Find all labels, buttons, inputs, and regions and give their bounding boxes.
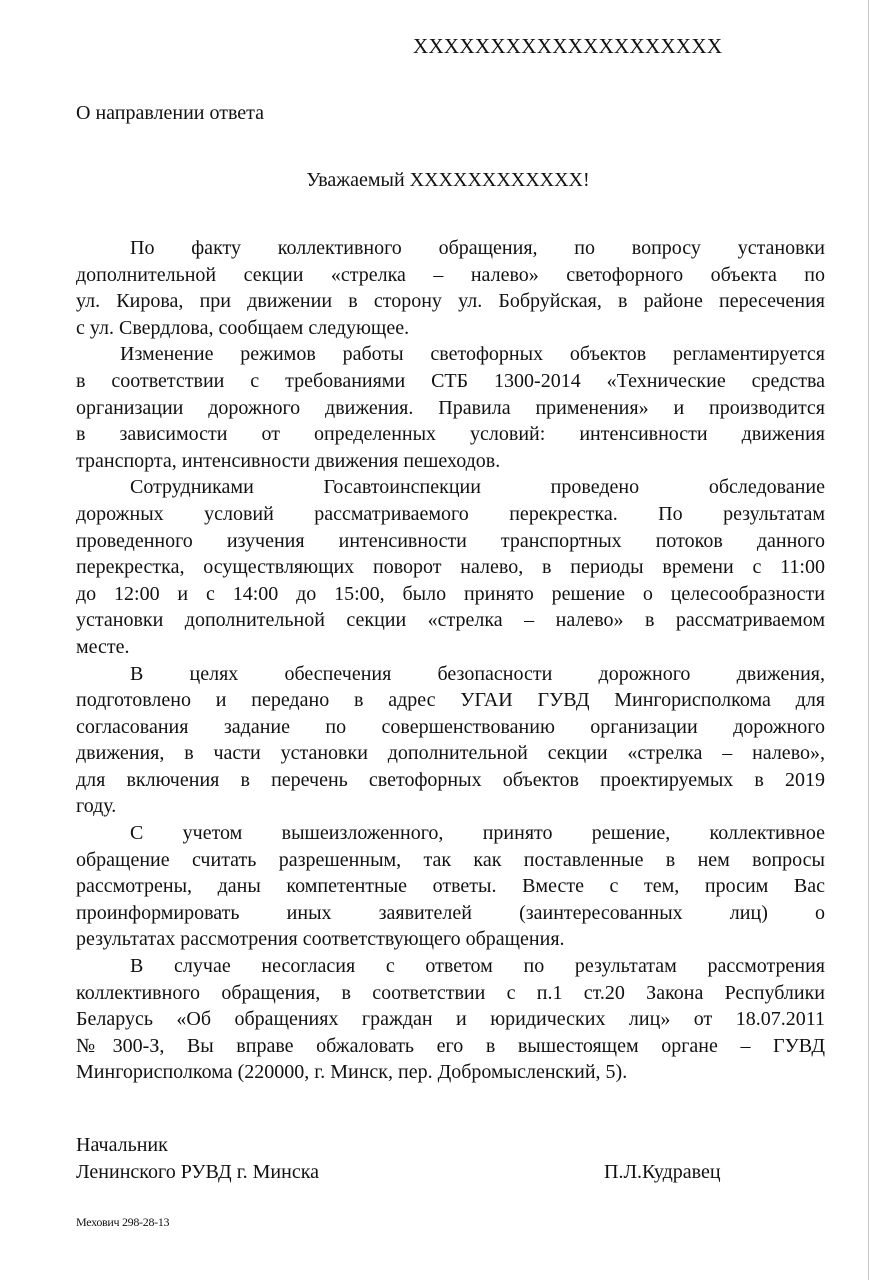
paragraph: [76, 235, 825, 341]
paragraph-line: В целях обеспечения безопасности дорожного движения,: [130, 662, 825, 685]
paragraph-line: Беларусь «Об обращениях граждан и юридических лиц» от 18.07.2011: [76, 1008, 825, 1031]
paragraph-line: для включения в перечень светофорных объектов проектируемых в 2019: [76, 768, 825, 791]
paragraph-line: №300-З, Вы вправе обжаловать его в вышестоящем органе – ГУВД: [76, 1034, 825, 1057]
paragraph-line: до 12:00 и с 14:00 до 15:00, было принято решение о целесообразности: [76, 582, 825, 605]
paragraph: [76, 953, 825, 1086]
paragraph-line: ул. Кирова, при движении в сторону ул. Бобруйская, в районе пересечения: [76, 290, 825, 313]
paragraph-line: Мингорисполкома (220000, г. Минск, пер. Добромысленский, 5).: [76, 1061, 628, 1084]
paragraph-line: обращение считать разрешенным, так как поставленные в нем вопросы: [76, 848, 825, 871]
paragraph-line: коллективного обращения, в соответствии с п.1 ст.20 Закона Республики: [76, 981, 825, 1004]
paragraph-line: в соответствии с требованиями СТБ 1300-2014 «Технические средства: [76, 369, 825, 392]
paragraph-line: Сотрудниками Госавтоинспекции проведено обследование: [130, 476, 825, 499]
greeting: Уважаемый XXXXXXXXXXXX!: [306, 169, 590, 191]
paragraph: [76, 474, 825, 660]
paragraph: [76, 661, 825, 821]
paragraph-line: проинформировать иных заявителей (заинтересованных лиц) о: [76, 901, 825, 924]
addressee: XXXXXXXXXXXXXXXXXXXX: [413, 34, 723, 58]
paragraph-line: установки дополнительной секции «стрелка – налево» в рассматриваемом: [76, 609, 825, 632]
paragraph-line: месте.: [76, 635, 130, 658]
paragraph-line: году.: [76, 795, 117, 818]
paragraph: [76, 341, 825, 474]
letter-body: [76, 235, 825, 1086]
paragraph-line: С учетом вышеизложенного, принято решение, коллективное: [130, 822, 825, 845]
paragraph-line: По факту коллективного обращения, по вопросу установки: [130, 237, 825, 259]
signatory-name: П.Л.Кудравец: [604, 1161, 721, 1183]
paragraph-line: перекрестка, осуществляющих поворот налево, в периоды времени с 11:00: [76, 556, 825, 579]
paragraph-line: рассмотрены, даны компетентные ответы. Вместе с тем, просим Вас: [76, 875, 825, 898]
paragraph-line: дорожных условий рассматриваемого перекрестка. По результатам: [76, 502, 825, 525]
paragraph-line: организации дорожного движения. Правила применения» и производится: [76, 396, 825, 419]
paragraph-line: движения, в части установки дополнительной секции «стрелка – налево»,: [76, 742, 825, 765]
paragraph-line: подготовлено и передано в адрес УГАИ ГУВД Мингорисполкома для: [76, 689, 825, 712]
paragraph-line: дополнительной секции «стрелка – налево» светофорного объекта по: [76, 263, 825, 286]
paragraph-line: В случае несогласия с ответом по результатам рассмотрения: [130, 955, 825, 978]
subject-line: О направлении ответа: [76, 102, 265, 124]
paragraph-line: Изменение режимов работы светофорных объектов регламентируется: [120, 343, 825, 366]
page-edge: [868, 0, 869, 1280]
paragraph-line: с ул. Свердлова, сообщаем следующее.: [76, 316, 410, 339]
paragraph-line: согласования задание по совершенствованию организации дорожного: [76, 715, 825, 738]
paragraph-line: транспорта, интенсивности движения пешеходов.: [76, 449, 501, 472]
paragraph-line: проведенного изучения интенсивности транспортных потоков данного: [76, 529, 825, 552]
paragraph-line: результатах рассмотрения соответствующего обращения.: [76, 928, 565, 951]
paragraph-line: в зависимости от определенных условий: интенсивности движения: [76, 423, 825, 446]
executor-contact: Мехович 298-28-13: [76, 1215, 170, 1229]
signatory-title: Начальник: [76, 1134, 168, 1156]
signatory-organization: Ленинского РУВД г. Минска: [76, 1161, 320, 1183]
paragraph: [76, 820, 825, 953]
